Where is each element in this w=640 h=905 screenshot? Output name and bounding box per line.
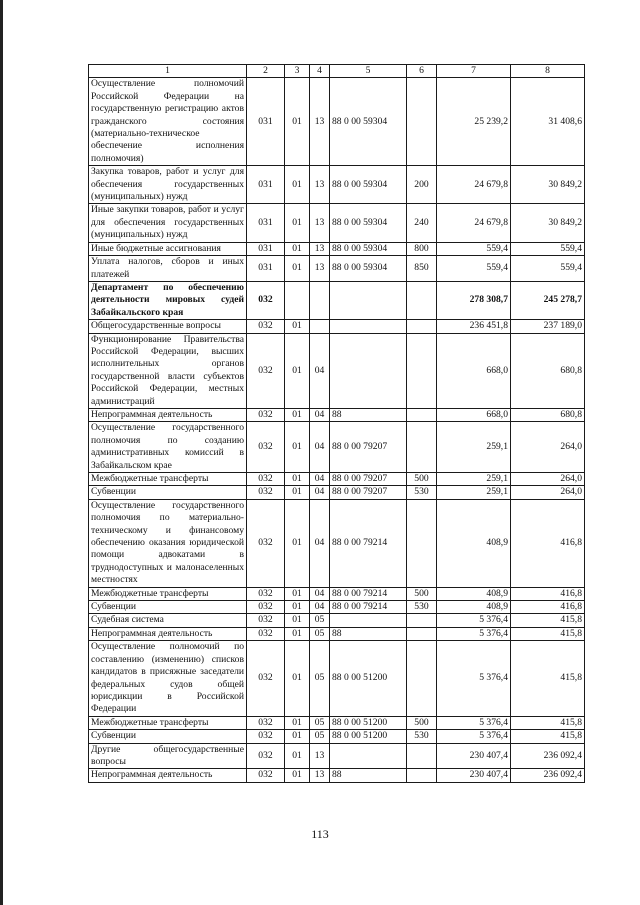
- amount-year1-cell: 5 376,4: [437, 716, 511, 729]
- page-number: 113: [311, 827, 329, 841]
- expense-type-cell: 500: [407, 473, 437, 486]
- subsection-code-cell: [310, 320, 330, 333]
- row-name-cell: Непрограммная деятельность: [89, 408, 247, 421]
- amount-year1-cell: 25 239,2: [437, 78, 511, 166]
- target-article-cell: 88 0 00 51200: [330, 730, 407, 743]
- section-code-cell: 01: [285, 166, 310, 204]
- amount-year2-cell: 264,0: [511, 473, 585, 486]
- admin-code-cell: 032: [247, 730, 285, 743]
- admin-code-cell: 032: [247, 408, 285, 421]
- admin-code-cell: 032: [247, 499, 285, 587]
- amount-year1-cell: 408,9: [437, 587, 511, 600]
- expense-type-cell: 530: [407, 486, 437, 499]
- target-article-cell: 88 0 00 59304: [330, 242, 407, 255]
- amount-year1-cell: 559,4: [437, 242, 511, 255]
- amount-year2-cell: 416,8: [511, 499, 585, 587]
- column-header: 8: [511, 65, 585, 78]
- table-row: [89, 601, 585, 614]
- amount-year2-cell: 680,8: [511, 408, 585, 421]
- table-row: [89, 587, 585, 600]
- section-code-cell: 01: [285, 587, 310, 600]
- subsection-code-cell: 04: [310, 587, 330, 600]
- expense-type-cell: [407, 333, 437, 408]
- row-name-cell: Общегосударственные вопросы: [89, 320, 247, 333]
- column-header: 6: [407, 65, 437, 78]
- subsection-code-cell: 13: [310, 743, 330, 769]
- amount-year1-cell: 230 407,4: [437, 743, 511, 769]
- amount-year2-cell: 245 278,7: [511, 281, 585, 319]
- amount-year2-cell: 559,4: [511, 242, 585, 255]
- amount-year1-cell: 408,9: [437, 499, 511, 587]
- expense-type-cell: [407, 78, 437, 166]
- amount-year2-cell: 31 408,6: [511, 78, 585, 166]
- admin-code-cell: 031: [247, 256, 285, 282]
- expense-type-cell: [407, 281, 437, 319]
- amount-year2-cell: 415,8: [511, 730, 585, 743]
- target-article-cell: 88 0 00 59304: [330, 256, 407, 282]
- admin-code-cell: 032: [247, 601, 285, 614]
- section-code-cell: 01: [285, 499, 310, 587]
- amount-year2-cell: 30 849,2: [511, 204, 585, 242]
- subsection-code-cell: 13: [310, 166, 330, 204]
- section-code-cell: 01: [285, 769, 310, 782]
- table-row: [89, 486, 585, 499]
- admin-code-cell: 032: [247, 769, 285, 782]
- expense-type-cell: [407, 743, 437, 769]
- section-code-cell: 01: [285, 78, 310, 166]
- column-header: 1: [89, 65, 247, 78]
- target-article-cell: 88 0 00 59304: [330, 204, 407, 242]
- section-code-cell: 01: [285, 743, 310, 769]
- row-name-cell: Субвенции: [89, 601, 247, 614]
- column-header: 7: [437, 65, 511, 78]
- target-article-cell: 88 0 00 79207: [330, 486, 407, 499]
- row-name-cell: Межбюджетные трансферты: [89, 716, 247, 729]
- target-article-cell: 88 0 00 79207: [330, 422, 407, 473]
- table-row: [89, 166, 585, 204]
- amount-year1-cell: 5 376,4: [437, 641, 511, 716]
- subsection-code-cell: 05: [310, 641, 330, 716]
- target-article-cell: 88 0 00 51200: [330, 641, 407, 716]
- amount-year2-cell: 236 092,4: [511, 743, 585, 769]
- row-name-cell: Субвенции: [89, 730, 247, 743]
- admin-code-cell: 031: [247, 242, 285, 255]
- table-body: [89, 78, 585, 782]
- admin-code-cell: 032: [247, 333, 285, 408]
- target-article-cell: [330, 333, 407, 408]
- expense-type-cell: [407, 320, 437, 333]
- amount-year1-cell: 230 407,4: [437, 769, 511, 782]
- subsection-code-cell: 13: [310, 78, 330, 166]
- row-name-cell: Межбюджетные трансферты: [89, 473, 247, 486]
- section-code-cell: 01: [285, 627, 310, 640]
- amount-year2-cell: 416,8: [511, 587, 585, 600]
- table-row: [89, 716, 585, 729]
- subsection-code-cell: 04: [310, 473, 330, 486]
- admin-code-cell: 032: [247, 614, 285, 627]
- subsection-code-cell: 05: [310, 614, 330, 627]
- subsection-code-cell: 04: [310, 486, 330, 499]
- table-row: [89, 78, 585, 166]
- target-article-cell: 88 0 00 79207: [330, 473, 407, 486]
- expense-type-cell: 500: [407, 587, 437, 600]
- target-article-cell: 88: [330, 769, 407, 782]
- section-code-cell: 01: [285, 486, 310, 499]
- amount-year1-cell: 259,1: [437, 473, 511, 486]
- amount-year2-cell: 559,4: [511, 256, 585, 282]
- subsection-code-cell: 05: [310, 730, 330, 743]
- subsection-code-cell: 05: [310, 716, 330, 729]
- subsection-code-cell: 04: [310, 601, 330, 614]
- admin-code-cell: 032: [247, 587, 285, 600]
- admin-code-cell: 032: [247, 320, 285, 333]
- row-name-cell: Межбюджетные трансферты: [89, 587, 247, 600]
- scan-left-edge: [0, 0, 3, 905]
- amount-year2-cell: 264,0: [511, 422, 585, 473]
- row-name-cell: Непрограммная деятельность: [89, 627, 247, 640]
- section-code-cell: 01: [285, 730, 310, 743]
- table-row: [89, 473, 585, 486]
- amount-year1-cell: 259,1: [437, 486, 511, 499]
- table-row: [89, 641, 585, 716]
- target-article-cell: 88 0 00 59304: [330, 166, 407, 204]
- amount-year2-cell: 416,8: [511, 601, 585, 614]
- amount-year1-cell: 668,0: [437, 333, 511, 408]
- table-row: [89, 281, 585, 319]
- table-row: [89, 333, 585, 408]
- row-name-cell: Осуществление полномочий Российской Федерации на государственную регистрацию актов гражданского состояния (материально-техническое обеспечение исполнения полномочия): [89, 78, 247, 166]
- admin-code-cell: 032: [247, 473, 285, 486]
- admin-code-cell: 032: [247, 281, 285, 319]
- subsection-code-cell: 13: [310, 242, 330, 255]
- amount-year2-cell: 415,8: [511, 614, 585, 627]
- column-header: 3: [285, 65, 310, 78]
- expense-type-cell: [407, 499, 437, 587]
- amount-year2-cell: 264,0: [511, 486, 585, 499]
- amount-year1-cell: 5 376,4: [437, 730, 511, 743]
- expense-type-cell: 240: [407, 204, 437, 242]
- section-code-cell: 01: [285, 256, 310, 282]
- amount-year2-cell: 415,8: [511, 641, 585, 716]
- table-header-row: [89, 65, 585, 78]
- amount-year1-cell: 5 376,4: [437, 627, 511, 640]
- admin-code-cell: 032: [247, 486, 285, 499]
- column-header: 2: [247, 65, 285, 78]
- target-article-cell: 88 0 00 79214: [330, 499, 407, 587]
- target-article-cell: [330, 614, 407, 627]
- expense-type-cell: [407, 641, 437, 716]
- expense-type-cell: [407, 627, 437, 640]
- table-row: [89, 499, 585, 587]
- amount-year2-cell: 415,8: [511, 716, 585, 729]
- row-name-cell: Иные закупки товаров, работ и услуг для обеспечения государственных (муниципальных) нужд: [89, 204, 247, 242]
- amount-year2-cell: 415,8: [511, 627, 585, 640]
- section-code-cell: 01: [285, 422, 310, 473]
- section-code-cell: 01: [285, 716, 310, 729]
- row-name-cell: Функционирование Правительства Российской Федерации, высших исполнительных органов государственной власти субъектов Российской Федерации, местных администраций: [89, 333, 247, 408]
- section-code-cell: 01: [285, 242, 310, 255]
- expense-type-cell: 800: [407, 242, 437, 255]
- subsection-code-cell: 04: [310, 422, 330, 473]
- table-row: [89, 627, 585, 640]
- amount-year1-cell: 668,0: [437, 408, 511, 421]
- row-name-cell: Осуществление государственного полномочия по созданию административных комиссий в Забайкальском крае: [89, 422, 247, 473]
- amount-year1-cell: 408,9: [437, 601, 511, 614]
- table-row: [89, 614, 585, 627]
- section-code-cell: 01: [285, 333, 310, 408]
- subsection-code-cell: 13: [310, 769, 330, 782]
- target-article-cell: 88 0 00 51200: [330, 716, 407, 729]
- section-code-cell: 01: [285, 204, 310, 242]
- amount-year1-cell: 24 679,8: [437, 166, 511, 204]
- target-article-cell: 88: [330, 408, 407, 421]
- subsection-code-cell: 04: [310, 408, 330, 421]
- target-article-cell: 88 0 00 59304: [330, 78, 407, 166]
- amount-year2-cell: 236 092,4: [511, 769, 585, 782]
- subsection-code-cell: 13: [310, 204, 330, 242]
- row-name-cell: Субвенции: [89, 486, 247, 499]
- table-row: [89, 256, 585, 282]
- target-article-cell: [330, 320, 407, 333]
- section-code-cell: 01: [285, 473, 310, 486]
- row-name-cell: Осуществление государственного полномочия по материально-техническому и финансовому обеспечению оказания юридической помощи адвокатами в труднодоступных и малонаселенных местностях: [89, 499, 247, 587]
- budget-table: [88, 64, 585, 783]
- target-article-cell: [330, 743, 407, 769]
- section-code-cell: 01: [285, 320, 310, 333]
- subsection-code-cell: 05: [310, 627, 330, 640]
- row-name-cell: Другие общегосударственные вопросы: [89, 743, 247, 769]
- row-name-cell: Департамент по обеспечению деятельности мировых судей Забайкальского края: [89, 281, 247, 319]
- section-code-cell: 01: [285, 614, 310, 627]
- table-row: [89, 743, 585, 769]
- admin-code-cell: 032: [247, 627, 285, 640]
- subsection-code-cell: 13: [310, 256, 330, 282]
- expense-type-cell: [407, 614, 437, 627]
- admin-code-cell: 032: [247, 641, 285, 716]
- subsection-code-cell: 04: [310, 499, 330, 587]
- row-name-cell: Осуществление полномочий по составлению (изменению) списков кандидатов в присяжные заседатели федеральных судов общей юрисдикции в Российской Федерации: [89, 641, 247, 716]
- row-name-cell: Уплата налогов, сборов и иных платежей: [89, 256, 247, 282]
- amount-year2-cell: 30 849,2: [511, 166, 585, 204]
- table-row: [89, 769, 585, 782]
- expense-type-cell: [407, 769, 437, 782]
- table-row: [89, 242, 585, 255]
- row-name-cell: Иные бюджетные ассигнования: [89, 242, 247, 255]
- table-row: [89, 204, 585, 242]
- amount-year1-cell: 278 308,7: [437, 281, 511, 319]
- expense-type-cell: [407, 422, 437, 473]
- expense-type-cell: 530: [407, 601, 437, 614]
- amount-year1-cell: 259,1: [437, 422, 511, 473]
- section-code-cell: [285, 281, 310, 319]
- section-code-cell: 01: [285, 601, 310, 614]
- amount-year2-cell: 680,8: [511, 333, 585, 408]
- column-header: 4: [310, 65, 330, 78]
- target-article-cell: 88: [330, 627, 407, 640]
- subsection-code-cell: 04: [310, 333, 330, 408]
- admin-code-cell: 032: [247, 422, 285, 473]
- column-header: 5: [330, 65, 407, 78]
- admin-code-cell: 031: [247, 78, 285, 166]
- target-article-cell: 88 0 00 79214: [330, 587, 407, 600]
- admin-code-cell: 031: [247, 204, 285, 242]
- table-row: [89, 320, 585, 333]
- expense-type-cell: 200: [407, 166, 437, 204]
- expense-type-cell: 500: [407, 716, 437, 729]
- expense-type-cell: 530: [407, 730, 437, 743]
- target-article-cell: [330, 281, 407, 319]
- section-code-cell: 01: [285, 641, 310, 716]
- table-row: [89, 422, 585, 473]
- expense-type-cell: 850: [407, 256, 437, 282]
- row-name-cell: Непрограммная деятельность: [89, 769, 247, 782]
- expense-type-cell: [407, 408, 437, 421]
- row-name-cell: Закупка товаров, работ и услуг для обеспечения государственных (муниципальных) нужд: [89, 166, 247, 204]
- admin-code-cell: 031: [247, 166, 285, 204]
- table-row: [89, 730, 585, 743]
- amount-year1-cell: 5 376,4: [437, 614, 511, 627]
- amount-year2-cell: 237 189,0: [511, 320, 585, 333]
- amount-year1-cell: 24 679,8: [437, 204, 511, 242]
- amount-year1-cell: 236 451,8: [437, 320, 511, 333]
- amount-year1-cell: 559,4: [437, 256, 511, 282]
- section-code-cell: 01: [285, 408, 310, 421]
- admin-code-cell: 032: [247, 716, 285, 729]
- row-name-cell: Судебная система: [89, 614, 247, 627]
- subsection-code-cell: [310, 281, 330, 319]
- table-row: [89, 408, 585, 421]
- target-article-cell: 88 0 00 79214: [330, 601, 407, 614]
- admin-code-cell: 032: [247, 743, 285, 769]
